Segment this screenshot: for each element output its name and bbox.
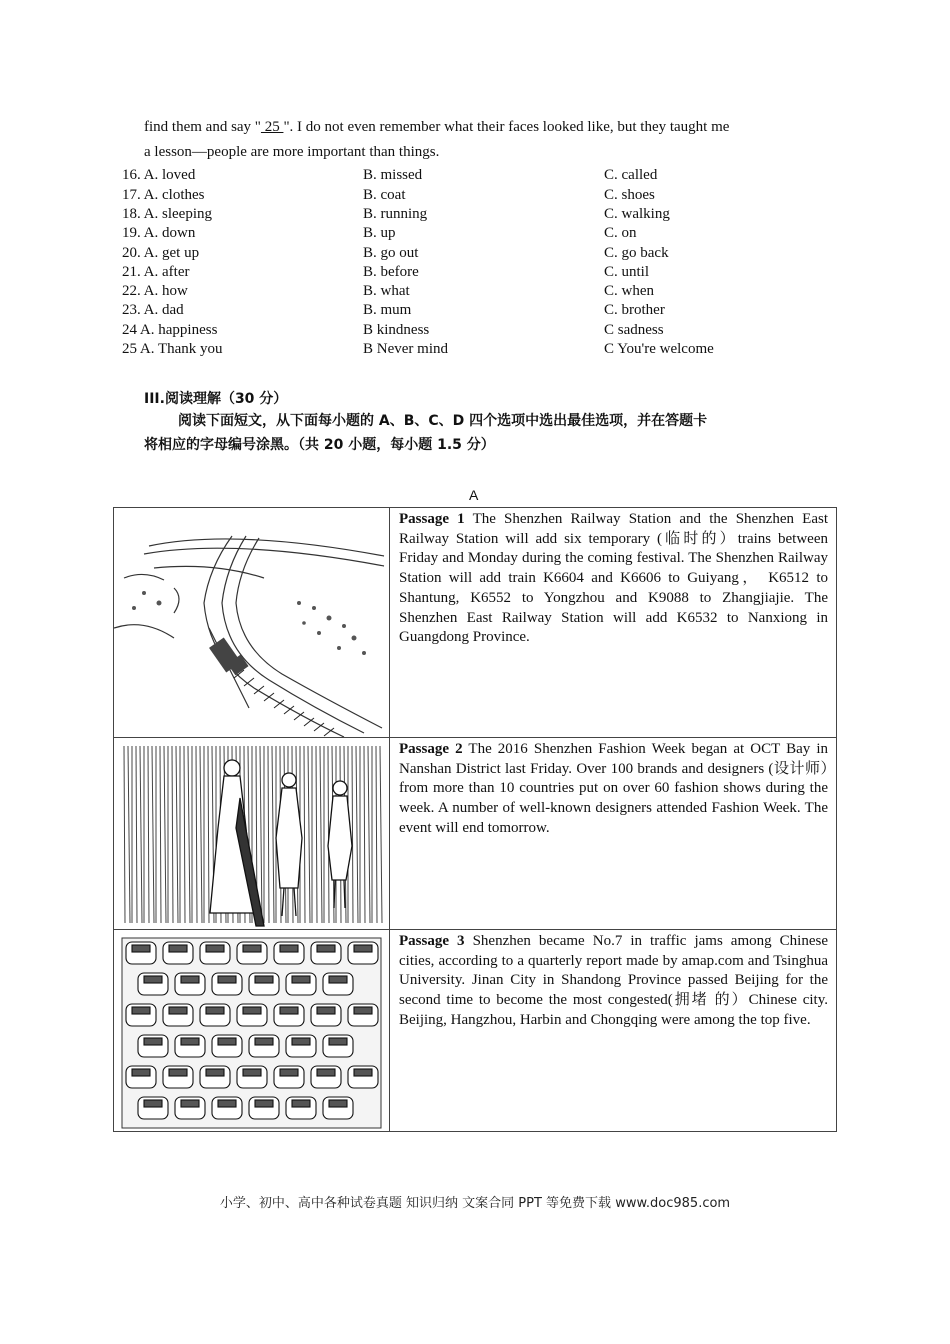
option-row (122, 186, 842, 205)
instruction-line-2: 将相应的字母编号涂黑。（共 20 小题，每小题 1.5 分） (144, 437, 495, 453)
option-b: B. coat (363, 187, 406, 203)
railway-illustration (114, 508, 389, 737)
option-row (122, 263, 842, 282)
fashion-show-illustration (114, 738, 389, 929)
option-b: B. missed (363, 167, 423, 183)
passage-3-label: Passage 3 (399, 933, 465, 949)
option-row (122, 340, 842, 359)
passage-1-text: The Shenzhen Railway Station and the Shenzhen East Railway Station will add six temporary (临时的）trains between Friday and Monday during the coming festival. The Shenzhen Railway Station will add train K6604 and K6606 to Guiyang， K6512 to Shantung, K6552 to Yongzhou and K9088 to Zhangjiajie. The Shenzhen East Railway Station will add K6532 to Nanxiong in Guangdong Province. (399, 511, 828, 646)
option-b: B. what (363, 283, 410, 299)
intro-line-1-before: find them and say " (144, 119, 261, 135)
option-row (122, 205, 842, 224)
option-c: C. walking (604, 206, 670, 222)
option-row (122, 282, 842, 301)
option-b: B. up (363, 225, 396, 241)
option-c: C. until (604, 264, 650, 280)
option-b: B. go out (363, 245, 419, 261)
option-a: 21. A. after (122, 264, 190, 280)
traffic-jam-illustration (114, 930, 389, 1131)
option-b: B Never mind (363, 341, 448, 357)
option-row (122, 244, 842, 263)
option-a: 22. A. how (122, 283, 188, 299)
option-a: 24 A. happiness (122, 322, 218, 338)
option-a: 19. A. down (122, 225, 196, 241)
option-c: C. called (604, 167, 658, 183)
passage-1-label: Passage 1 (399, 511, 465, 527)
footer: 小学、初中、高中各种试卷真题 知识归纳 文案合同 PPT 等免费下载 www.doc985.com (219, 1196, 731, 1211)
passage-2 (390, 738, 837, 930)
intro-line-2: a lesson—people are more important than things. (144, 144, 440, 160)
option-a: 17. A. clothes (122, 187, 205, 203)
option-b: B kindness (363, 322, 430, 338)
option-row (122, 224, 842, 243)
option-row (122, 301, 842, 320)
intro-line-1-after: ". I do not even remember what their faces looked like, but they taught me (283, 119, 730, 135)
option-c: C You're welcome (604, 341, 714, 357)
section-title: III.阅读理解（30 分） (144, 391, 288, 407)
option-c: C. brother (604, 302, 665, 318)
passage-2-text: The 2016 Shenzhen Fashion Week began at OCT Bay in Nanshan District last Friday. Over 100 brands and designers (设计师）from more than 10 countries put on over 60 fashion shows during the week. A number of well-known designers attended Fashion Week. The event will end tomorrow. (399, 741, 829, 836)
passages-table (113, 507, 837, 1132)
passage-3-image-cell (114, 930, 390, 1132)
option-a: 25 A. Thank you (122, 341, 223, 357)
option-a: 20. A. get up (122, 245, 200, 261)
passage-2-image-cell (114, 738, 390, 930)
option-c: C. go back (604, 245, 669, 261)
passage-1 (390, 508, 837, 738)
option-a: 18. A. sleeping (122, 206, 212, 222)
option-c: C sadness (604, 322, 664, 338)
option-b: B. running (363, 206, 428, 222)
intro-line-1 (144, 115, 729, 140)
blank-25: 25 (260, 119, 284, 135)
passage-2-label: Passage 2 (399, 741, 463, 757)
passage-3-text: Shenzhen became No.7 in traffic jams among Chinese cities, according to a quarterly report made by amap.com and Tsinghua University. Jinan City in Shandong Province passed Beijing for the second time to become the most congested(拥堵 的）Chinese city. Beijing, Hangzhou, Harbin and Chongqing were among the top five. (399, 933, 828, 1028)
instruction-line-1: 阅读下面短文，从下面每小题的 A、B、C、D 四个选项中选出最佳选项，并在答题卡 (178, 413, 708, 429)
option-row (122, 166, 842, 185)
option-a: 16. A. loved (122, 167, 196, 183)
option-c: C. when (604, 283, 654, 299)
option-c: C. shoes (604, 187, 655, 203)
part-label: A (469, 487, 479, 503)
passage-3 (390, 930, 837, 1132)
option-a: 23. A. dad (122, 302, 184, 318)
option-c: C. on (604, 225, 637, 241)
passage-1-image-cell (114, 508, 390, 738)
option-b: B. before (363, 264, 419, 280)
option-b: B. mum (363, 302, 412, 318)
option-row (122, 321, 842, 340)
